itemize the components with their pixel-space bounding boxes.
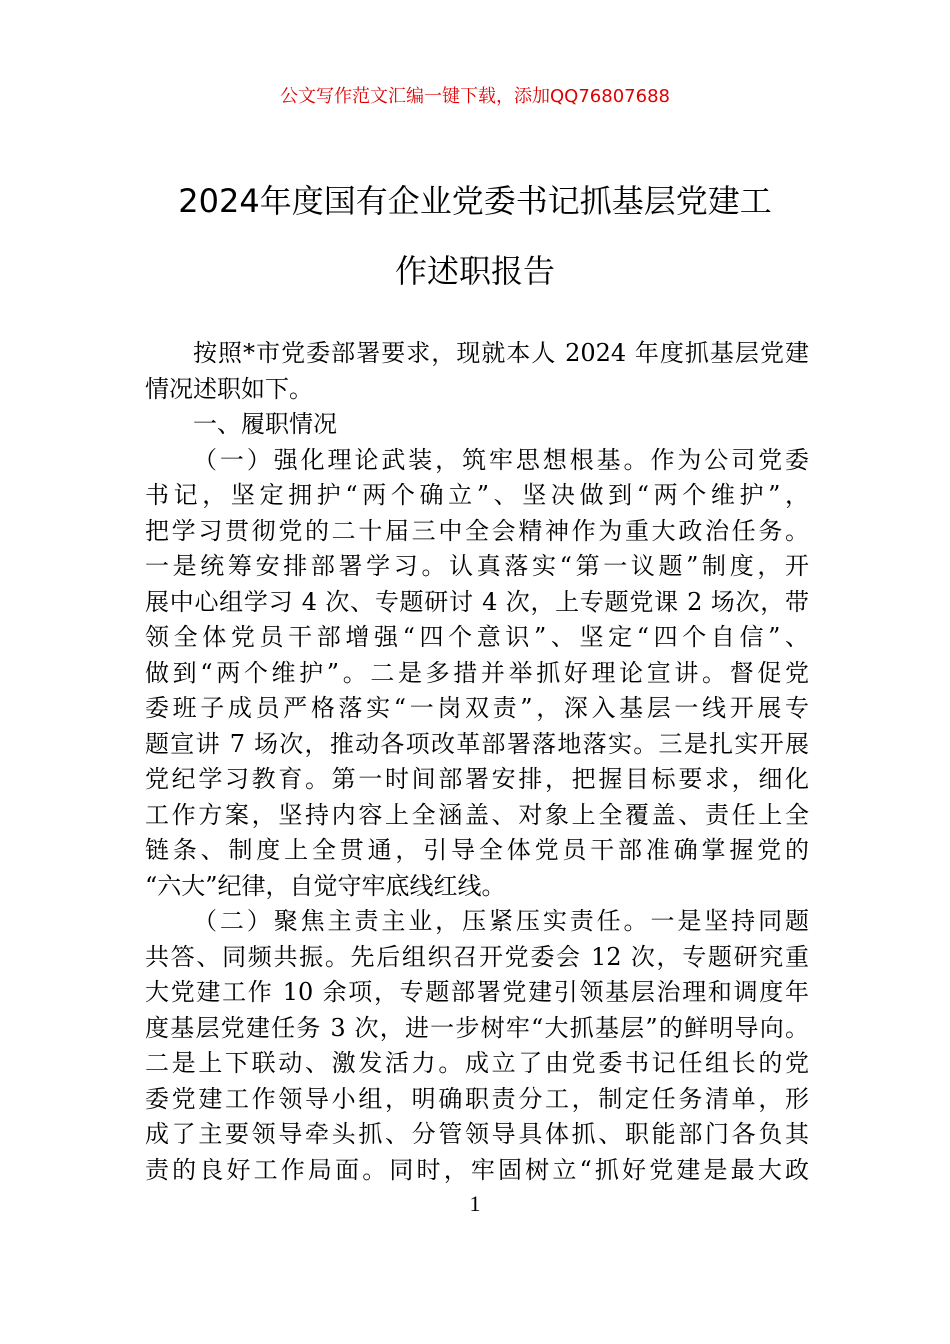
body-line: 委班子成员严格落实“一岗双责”，深入基层一线开展专 <box>145 694 809 722</box>
title-line-2: 作述职报告 <box>394 252 555 290</box>
document-title <box>120 166 830 306</box>
body-line: 展中心组学习 4 次、专题研讨 4 次，上专题党课 2 场次，带 <box>145 587 809 616</box>
body-line: 二是上下联动、激发活力。成立了由党委书记任组长的党 <box>145 1049 809 1077</box>
body-line: 题宣讲 7 场次，推动各项改革部署落地落实。三是扎实开展 <box>145 729 809 758</box>
body-line: 把学习贯彻党的二十届三中全会精神作为重大政治任务。 <box>145 516 809 545</box>
body-line: 书记，坚定拥护“两个确立”、坚决做到“两个维护”， <box>145 481 809 509</box>
body-line: 一是统筹安排部署学习。认真落实“第一议题”制度，开 <box>145 552 809 580</box>
title-line-1: 2024年度国有企业党委书记抓基层党建工 <box>178 182 772 220</box>
body-line: 责的良好工作局面。同时，牢固树立“抓好党建是最大政 <box>145 1155 809 1184</box>
body-line: 做到“两个维护”。二是多措并举抓好理论宣讲。督促党 <box>145 658 809 687</box>
section-heading: 一、履职情况 <box>193 410 337 438</box>
body-line: 大党建工作 10 余项，专题部署党建引领基层治理和调度年 <box>145 978 809 1006</box>
body-line: 情况述职如下。 <box>145 374 313 403</box>
body-line: （二）聚焦主责主业，压紧压实责任。一是坚持同题 <box>193 907 809 935</box>
body-line: 度基层党建任务 3 次，进一步树牢“大抓基层”的鲜明导向。 <box>145 1013 809 1042</box>
body-line: 领全体党员干部增强“四个意识”、坚定“四个自信”、 <box>145 623 809 651</box>
body-line: “六大”纪律，自觉守牢底线红线。 <box>145 871 506 900</box>
body-line: 共答、同频共振。先后组织召开党委会 12 次，专题研究重 <box>145 942 809 971</box>
body-line: （一）强化理论武装，筑牢思想根基。作为公司党委 <box>193 445 809 474</box>
body-line: 委党建工作领导小组，明确职责分工，制定任务清单，形 <box>145 1084 809 1113</box>
body-line: 按照*市党委部署要求，现就本人 2024 年度抓基层党建 <box>193 339 809 367</box>
body-line: 党纪学习教育。第一时间部署安排，把握目标要求，细化 <box>145 765 809 793</box>
document-body <box>145 336 809 1188</box>
body-line: 工作方案，坚持内容上全涵盖、对象上全覆盖、责任上全 <box>145 800 809 829</box>
body-line: 成了主要领导牵头抓、分管领导具体抓、职能部门各负其 <box>145 1120 809 1148</box>
page-number: 1 <box>469 1191 481 1216</box>
body-line: 链条、制度上全贯通，引导全体党员干部准确掌握党的 <box>145 836 809 864</box>
download-banner: 公文写作范文汇编一键下载，添加QQ76807688 <box>280 86 670 107</box>
